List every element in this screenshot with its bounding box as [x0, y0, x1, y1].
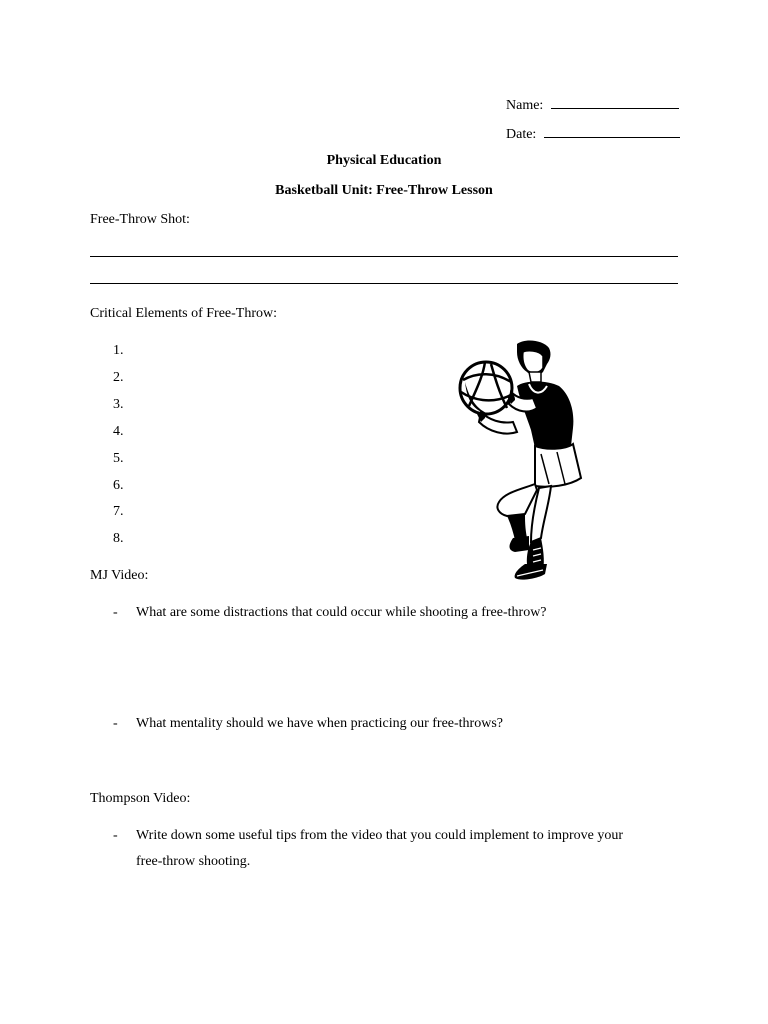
page-subtitle: Basketball Unit: Free-Throw Lesson	[275, 183, 493, 198]
name-label: Name:	[506, 98, 544, 113]
name-field	[506, 94, 679, 115]
bullet-dash: -	[113, 828, 118, 843]
list-number-1: 1.	[113, 343, 124, 358]
thompson-video-heading: Thompson Video:	[90, 791, 191, 806]
list-number-8: 8.	[113, 531, 124, 546]
page-title: Physical Education	[326, 153, 442, 168]
mj-question-2: What mentality should we have when practicing our free-throws?	[136, 716, 503, 731]
answer-line-2[interactable]	[90, 283, 678, 284]
answer-line-1[interactable]	[90, 256, 678, 257]
date-field	[506, 123, 680, 144]
list-number-3: 3.	[113, 397, 124, 412]
thompson-question-line-2: free-throw shooting.	[136, 854, 251, 869]
basketball-player-icon	[455, 338, 590, 584]
mj-video-heading: MJ Video:	[90, 568, 149, 583]
list-number-6: 6.	[113, 478, 124, 493]
list-number-5: 5.	[113, 451, 124, 466]
bullet-dash: -	[113, 716, 118, 731]
list-number-4: 4.	[113, 424, 124, 439]
mj-question-1: What are some distractions that could occur while shooting a free-throw?	[136, 605, 547, 620]
thompson-question-line-1: Write down some useful tips from the video that you could implement to improve your	[136, 828, 624, 843]
name-blank[interactable]	[551, 94, 679, 109]
date-blank[interactable]	[544, 123, 680, 138]
bullet-dash: -	[113, 605, 118, 620]
list-number-7: 7.	[113, 504, 124, 519]
date-label: Date:	[506, 127, 537, 142]
list-number-2: 2.	[113, 370, 124, 385]
critical-elements-heading: Critical Elements of Free-Throw:	[90, 306, 277, 321]
free-throw-shot-heading: Free-Throw Shot:	[90, 212, 190, 227]
